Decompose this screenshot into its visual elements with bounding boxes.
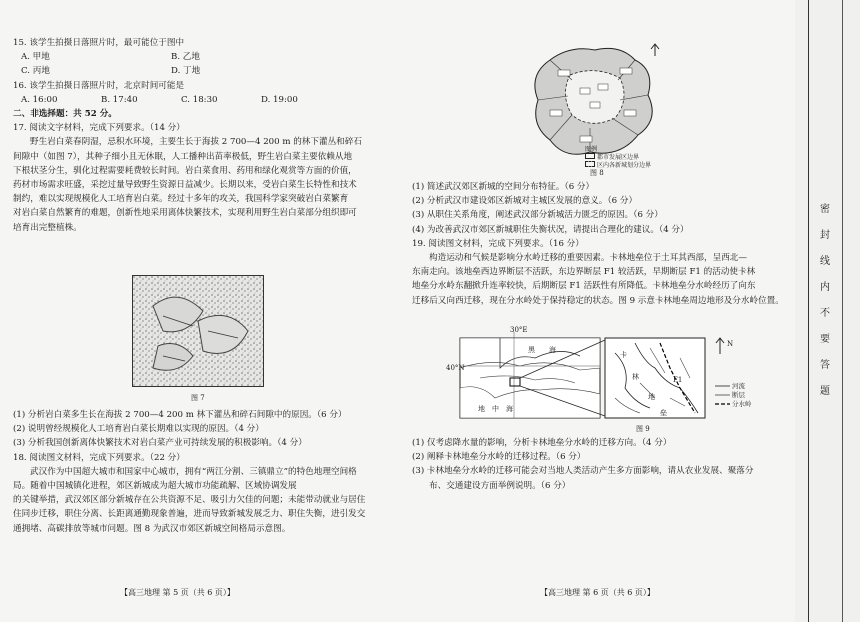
q17-sub2: (2) 说明曾经规模化人工培育岩白菜长期难以实现的原因。（4 分）: [13, 424, 264, 435]
q17-stem: 17. 阅读文字材料，完成下列要求。（14 分）: [13, 123, 185, 134]
figure-9-caption: 图 9: [636, 425, 650, 433]
q17-text-line: 野生岩白菜春阴湿，忌积水环境，主要生长于海拔 2 700—4 200 m 的林下灌丛和碎石: [30, 137, 362, 148]
q18-text-line: 通拥堵、高碳排放等城市问题。图 8 为武汉市郊区新城空间格局示意图。: [13, 523, 291, 534]
q15-options: [13, 50, 321, 78]
q18-text-line: 住同步迁移，职住分离、长距离通勤现象普遍，进而导致新城发展乏力、职住失衡，进引发交: [13, 509, 366, 520]
q19-text-line: 东南走向。该地垒西边界断层不活跃，东边界断层 F1 较活跃，早期断层 F1 的活动使卡林: [412, 267, 756, 278]
seal-warning: 密 封 线 内 不 要 答 题: [820, 204, 830, 397]
fig9-karin-label-2: 林: [632, 373, 639, 381]
q18-sub3: (3) 从职住关系角度，阐述武汉部分新城活力匮乏的原因。（6 分）: [412, 210, 663, 221]
binding-line: [842, 0, 843, 622]
q17-sub1: (1) 分析岩白菜多生长在海拔 2 700—4 200 m 林下灌丛和碎石间隙中的原因。（6 分）: [13, 410, 347, 420]
q19-sub2: (2) 阐释卡林地垒分水岭的迁移过程。（6 分）: [412, 452, 586, 463]
q18-stem: 18. 阅读图文材料，完成下列要求。（22 分）: [13, 452, 185, 463]
fig9-karin-label-1: 卡: [620, 351, 627, 359]
figure-9-legend: [732, 382, 752, 409]
right-column: [412, 180, 790, 308]
option[interactable]: C. 18:30: [181, 94, 218, 105]
q18-sub2: (2) 分析武汉市建设郊区新城对主城区发展的意义。（6 分）: [412, 196, 638, 207]
figure-8-legend: [585, 146, 651, 169]
q19-sub3: (3) 卡林地垒分水岭的迁移可能会对当地人类活动产生多方面影响，请从农业发展、聚落分: [412, 466, 754, 477]
page-footer-right: 【高三地理 第 6 页（共 6 页）】: [540, 588, 655, 597]
q17-text-line: 下根状茎分生，驯化过程需要耗费较长时间。岩白菜食用、药用和绿化观赏等方面的价值，: [13, 165, 357, 176]
fig9-karin-label-3: 地: [648, 393, 655, 401]
binding-line: [808, 0, 809, 622]
legend-item: 河流: [732, 382, 745, 390]
legend-title: 图例: [585, 146, 598, 153]
option[interactable]: B. 17:40: [101, 94, 138, 105]
q18-text-line: 的关键举措，武汉郊区部分新城存在公共资源不足、吸引力欠佳的问题；未能带动就业与居住: [13, 495, 366, 506]
legend-item: 断层: [732, 391, 745, 399]
legend-item: 都市发展区边界: [585, 153, 651, 161]
q17-text-line: 制约，难以实现规模化人工培育岩白菜。经过十多年的攻关，我国科学家突破岩白菜繁育: [13, 194, 349, 205]
option[interactable]: D. 19:00: [261, 94, 298, 105]
figure-7-photo: [132, 275, 264, 387]
q19-sub3-cont: 布、交通建设方面举例说明。（6 分）: [429, 480, 571, 491]
q19-text-line: 地垒分水岭东翻掀升连率较快，后期断层 F1 活跃性有所降低。卡林地垒分水岭经历了向东: [412, 281, 756, 292]
q19-sub1: (1) 仅考虑降水量的影响，分析卡林地垒分水岭的迁移方向。（4 分）: [412, 438, 672, 448]
q15-stem: 15. 该学生拍摄日落照片时，最可能位于图中: [13, 38, 185, 48]
q18-sub4: (4) 为改善武汉市郊区新城职住失衡状况，请提出合理化的建议。（4 分）: [412, 224, 689, 235]
option[interactable]: D. 丁地: [171, 66, 201, 77]
fig9-north-label: N: [727, 340, 734, 348]
fig9-karin-label-4: 垒: [660, 409, 667, 417]
page-footer-left: 【高三地理 第 5 页（共 6 页）】: [120, 588, 235, 597]
q16-stem: 16. 该学生拍摄日落照片时，北京时间可能是: [13, 80, 185, 91]
q17-sub3: (3) 分析我国创新离体快繁技术对岩白菜产业可持续发展的积极影响。（4 分）: [13, 438, 307, 449]
q18-text-line: 局。随着中国城镇化进程，郊区新城成为超大城市功能疏解、区域协调发展: [13, 481, 297, 492]
fig9-latitude-label: 40°N: [446, 364, 465, 372]
fig9-longitude-label: 30°E: [510, 326, 528, 334]
section-heading: 二、非选择题：共 52 分。: [13, 109, 117, 120]
q19-text-line: 迁移后又向西迁移，现在分水岭处于保持稳定的状态。图 9 示意卡林地垒周边地形及分水岭位置。: [412, 295, 784, 306]
q18-text-line: 武汉作为中国超大城市和国家中心城市，拥有“两江分割、三镇鼎立”的特色地理空间格: [30, 466, 357, 477]
legend-item: 区内各新城划分边界: [585, 161, 651, 169]
q16-options: [13, 93, 341, 107]
binding-margin: [795, 0, 860, 622]
fig9-black-sea-label: 黑 海: [528, 346, 556, 354]
option[interactable]: A. 16:00: [21, 94, 58, 105]
q17-text-line: 培育出完整植株。: [13, 222, 82, 233]
q19-stem: 19. 阅读图文材料，完成下列要求。（16 分）: [412, 238, 584, 249]
option[interactable]: A. 甲地: [21, 52, 50, 63]
right-column-lower: [412, 436, 790, 493]
q19-text-line: 构造运动和气候是影响分水岭迁移的重要因素。卡林地垒位于土耳其西部，呈西北—: [429, 253, 747, 264]
fig9-fault-f1-label: F1: [673, 376, 683, 384]
legend-item: 分水岭: [732, 400, 752, 408]
fig9-mediterranean-label: 地 中 海: [478, 405, 513, 413]
figure-8-caption: 图 8: [590, 169, 604, 177]
option[interactable]: C. 丙地: [21, 66, 50, 77]
q17-text-line: 对岩白菜自然繁育的难题，创新性地采用离体快繁技术，实现利用野生岩白菜部分组织即可: [13, 208, 357, 219]
option[interactable]: B. 乙地: [171, 52, 200, 63]
q17-text-line: 间隙中（如图 7），其种子细小且无休眠，人工播种出苗率极低，野生岩白菜主要依赖从地: [13, 151, 353, 162]
q17-text-line: 药材市场需求旺盛，采挖过量导致野生资源日益减少。长期以来，受岩白菜生长特性和技术: [13, 180, 357, 191]
figure-7-caption: 图 7: [191, 394, 205, 402]
left-column: [13, 36, 383, 235]
left-column-lower: [13, 408, 383, 536]
q18-sub1: (1) 简述武汉郊区新城的空间分布特征。（6 分）: [412, 182, 595, 192]
